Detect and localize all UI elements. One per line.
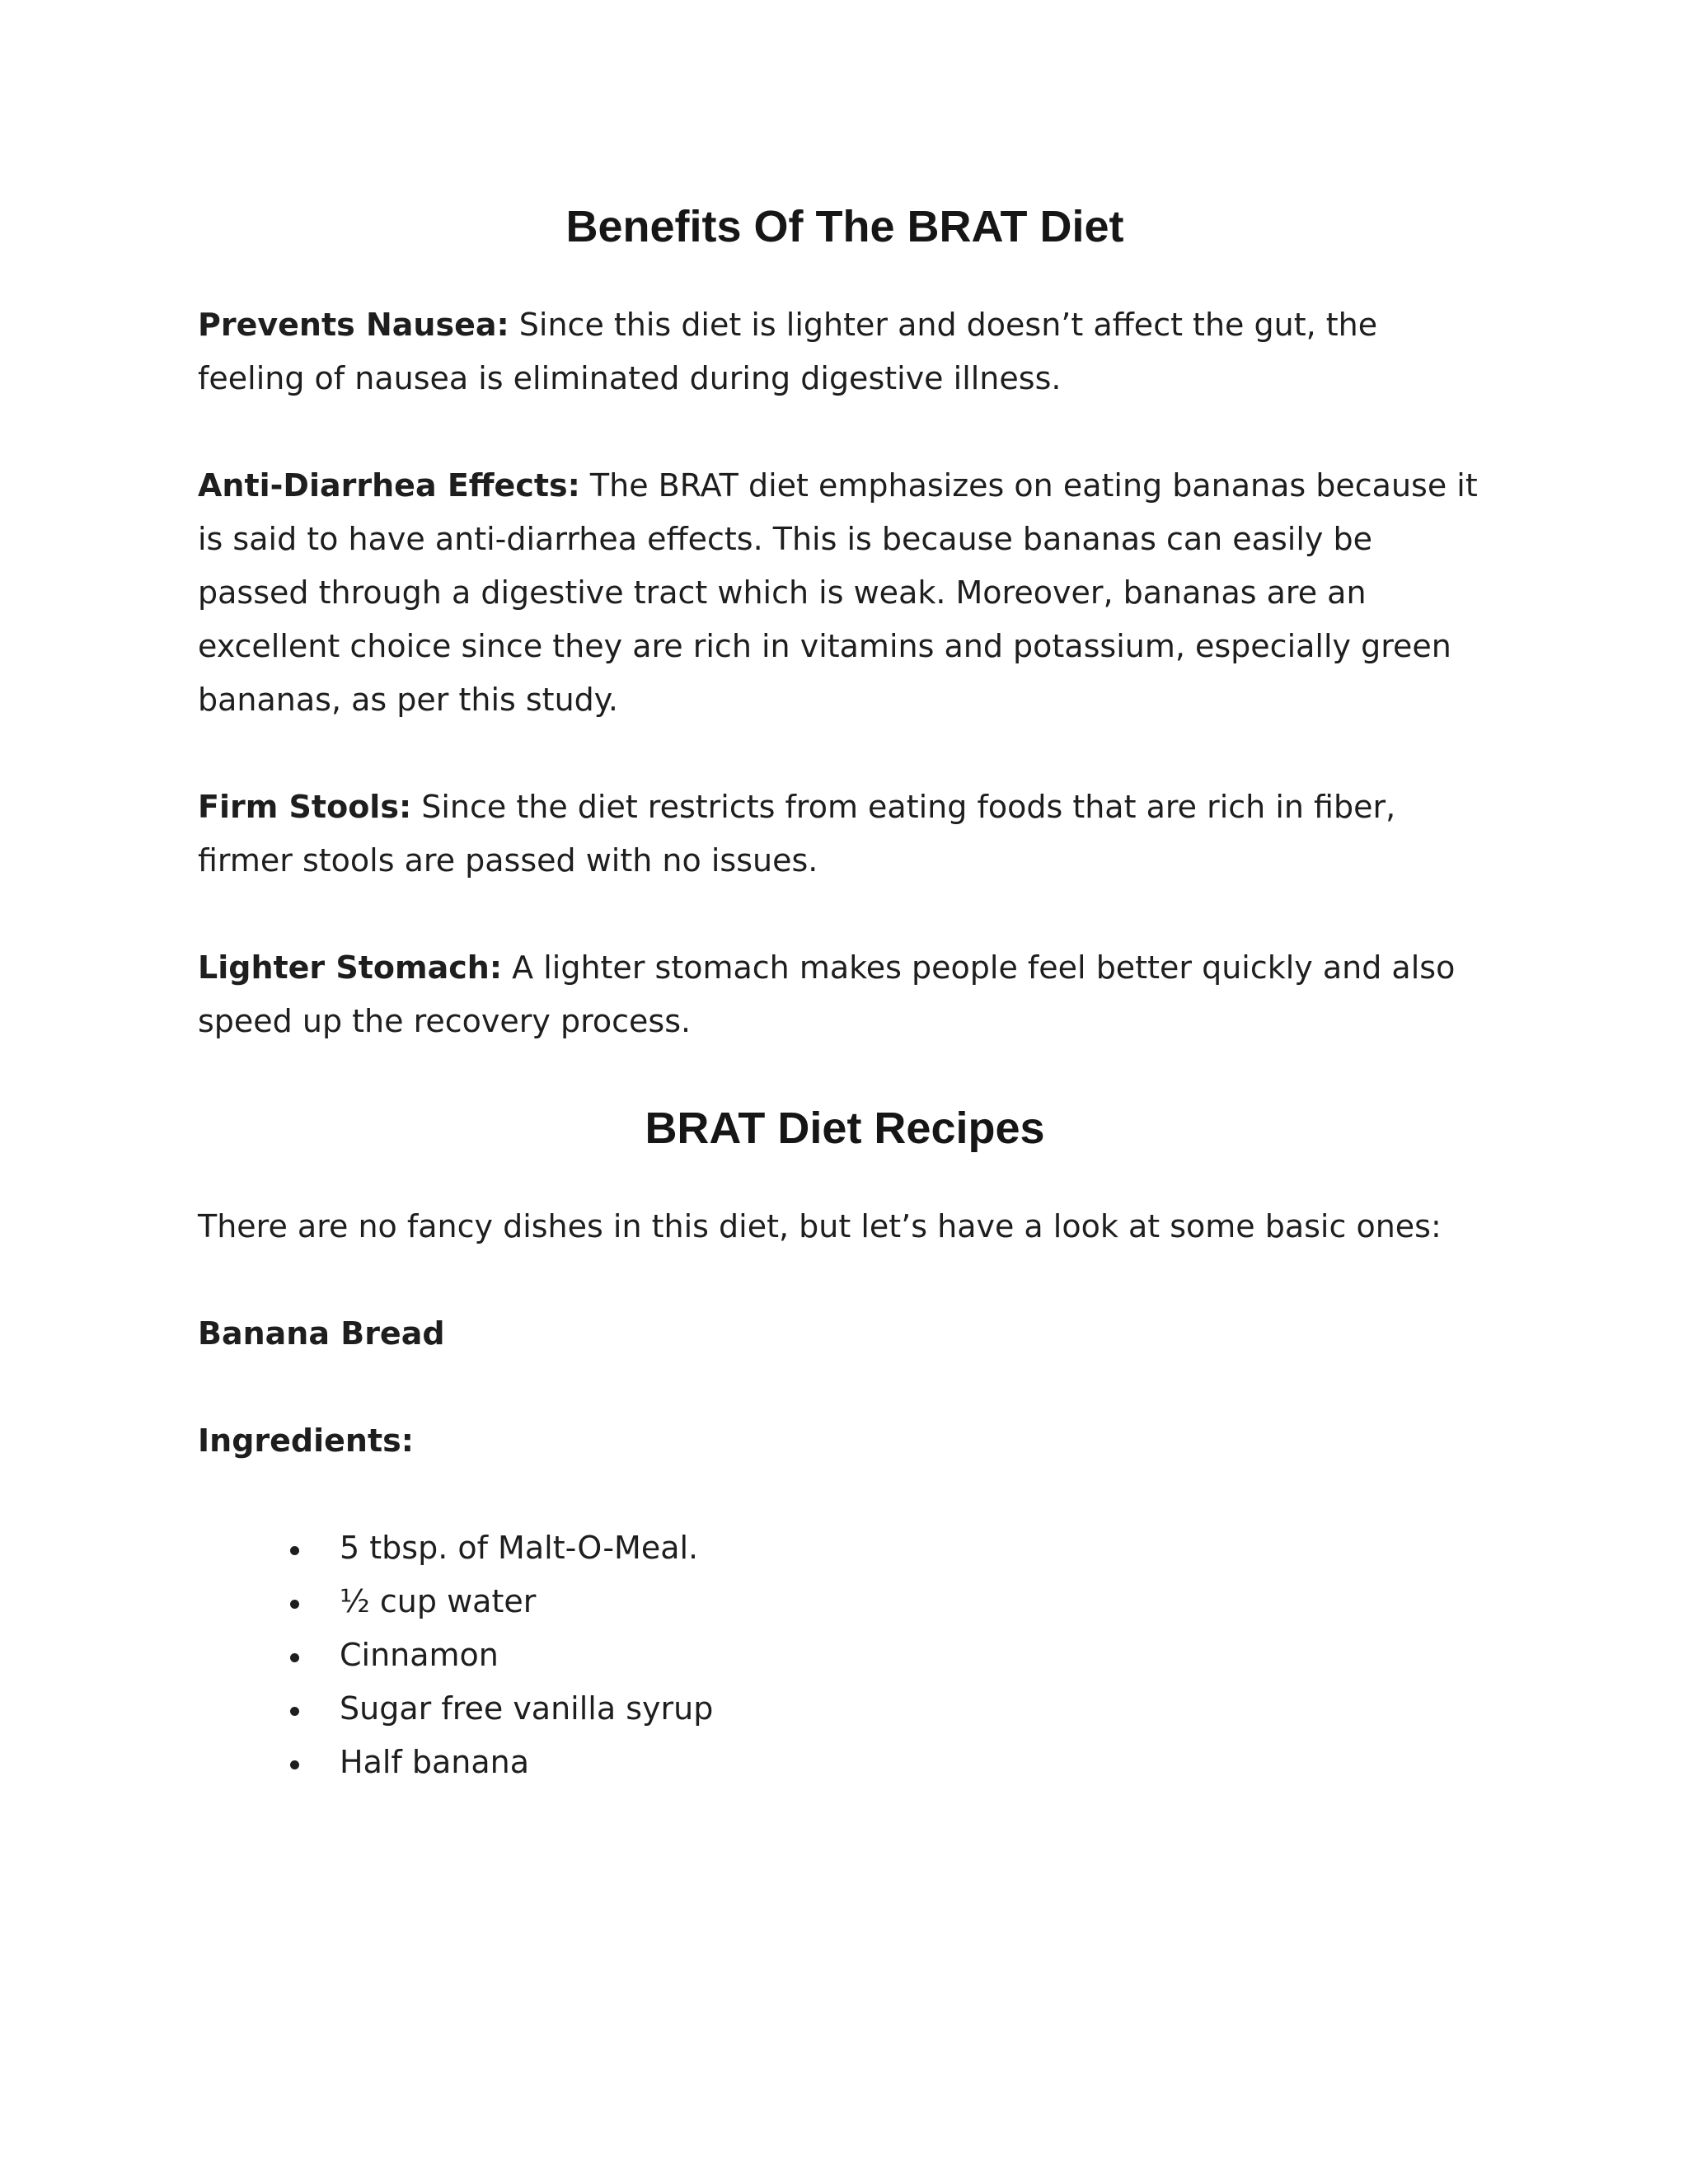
ingredient-text: 5 tbsp. of Malt-O-Meal.	[340, 1530, 699, 1566]
ingredient-text: ½ cup water	[340, 1583, 537, 1619]
benefit-text: A lighter stomach makes people feel better quickly and also speed up the recovery process.	[198, 949, 1456, 1039]
list-item	[198, 1682, 1492, 1736]
document-content	[198, 198, 1492, 1789]
section-heading: BRAT Diet Recipes	[645, 1104, 1045, 1153]
benefit-title: Lighter Stomach:	[198, 949, 503, 986]
bullet-icon	[290, 1600, 299, 1609]
benefit-paragraph	[198, 941, 1492, 1048]
benefit-paragraph	[198, 780, 1492, 888]
intro-paragraph: There are no fancy dishes in this diet, but let’s have a look at some basic ones:	[198, 1208, 1442, 1244]
benefit-text: Since this diet is lighter and doesn’t affect the gut, the feeling of nausea is eliminated during digestive illness.	[198, 307, 1378, 396]
benefit-title: Prevents Nausea:	[198, 307, 509, 343]
list-item	[198, 1521, 1492, 1575]
ingredients-label: Ingredients:	[198, 1422, 414, 1459]
benefit-title: Firm Stools:	[198, 789, 412, 825]
ingredient-text: Half banana	[340, 1744, 530, 1780]
bullet-icon	[290, 1546, 299, 1555]
ingredient-text: Cinnamon	[340, 1637, 499, 1673]
bullet-icon	[290, 1707, 299, 1716]
benefit-text: The BRAT diet emphasizes on eating bananas because it is said to have anti-diarrhea effects. This is because bananas can easily be passed through a digestive tract which is weak. Moreover, bananas are an excellent choice since they are rich in vitamins and potassium, especially green bananas, as per this study.	[198, 467, 1478, 718]
list-item	[198, 1575, 1492, 1629]
bullet-icon	[290, 1760, 299, 1769]
bullet-icon	[290, 1653, 299, 1662]
benefit-paragraph	[198, 459, 1492, 727]
recipe-title: Banana Bread	[198, 1315, 445, 1352]
ingredients-list	[198, 1521, 1492, 1789]
benefit-paragraph	[198, 298, 1492, 405]
benefit-text: Since the diet restricts from eating foods that are rich in fiber, firmer stools are passed with no issues.	[198, 789, 1396, 879]
benefit-title: Anti-Diarrhea Effects:	[198, 467, 580, 504]
ingredient-text: Sugar free vanilla syrup	[340, 1690, 714, 1727]
list-item	[198, 1736, 1492, 1789]
page-title: Benefits Of The BRAT Diet	[565, 202, 1124, 251]
list-item	[198, 1629, 1492, 1682]
